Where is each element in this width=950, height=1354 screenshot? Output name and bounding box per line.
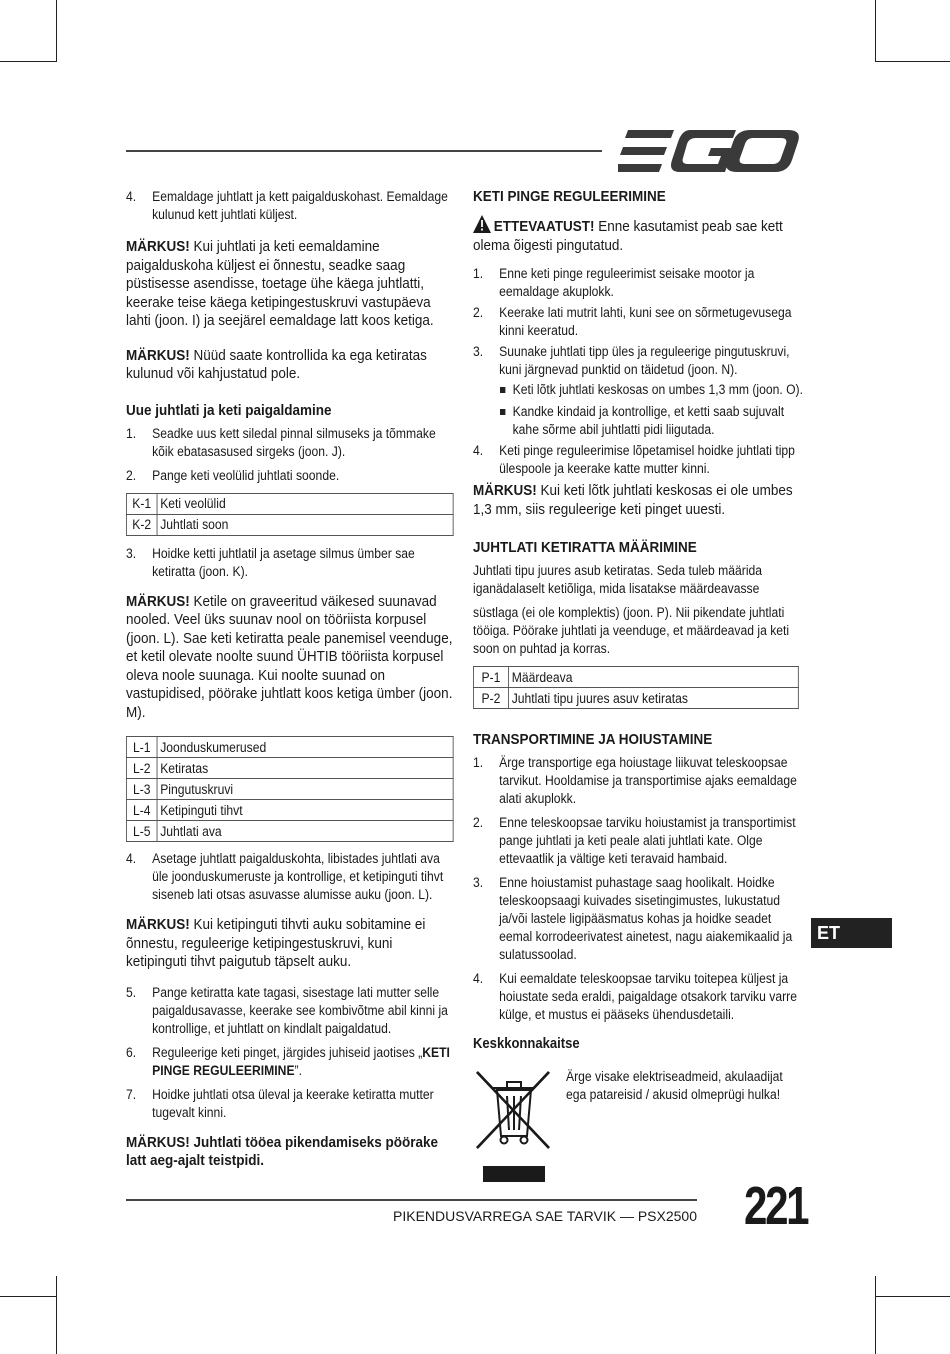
list-item: 4. Kui eemaldate teleskoopsae tarviku toitepea küljest ja hoiustate seda eraldi, paigaldage otsakork tarviku varre külge, et mustus ei pääseks ühendusdetaili. <box>473 971 797 1022</box>
list-item: Kandke kindaid ja kontrollige, et ketti saab sujuvalt kahe sõrme abil juhtlatti pidi liigutada. <box>473 403 803 439</box>
note-paragraph: MÄRKUS! Nüüd saate kontrollida ka ega ketiratas kulunud või kahjustatud pole. <box>126 346 427 382</box>
list-item: 3. Enne hoiustamist puhastage saag hoolikalt. Hoidke teleskoopsaagi kuivades sisetingimustes, lukustatud ja/või lastele ligipääsmatus kohas ja hoidke seadet eemal korrodeerivatest ainetest, nagu aiakemikaalid ja sulatussoolad. <box>473 875 793 962</box>
table-row: L-4 Ketipinguti tihvt <box>126 800 453 821</box>
section-heading: KETI PINGE REGULEERIMINE <box>473 188 666 205</box>
crop-mark <box>875 1296 950 1297</box>
body-paragraph: süstlaga (ei ole komplektis) (joon. P). Nii pikendate juhtlati tööiga. Pöörake juhtlati ja veenduge, et määrdeavad ja keti soon on puhtad ja korras. <box>473 605 790 656</box>
list-item: 6. Reguleerige keti pinget, järgides juhiseid jaotises „KETI PINGE REGULEERIMINE”. <box>126 1044 450 1078</box>
footer-title: PIKENDUSVARREGA SAE TARVIK — PSX2500 <box>393 1208 697 1224</box>
section-heading: TRANSPORTIMINE JA HOIUSTAMINE <box>473 731 713 748</box>
crop-mark <box>56 1276 57 1354</box>
list-item: 2. Keerake lati mutrit lahti, kuni see on sõrmetugevusega kinni keeratud. <box>473 305 792 338</box>
list-item: 2. Pange keti veolülid juhtlati soonde. <box>126 467 340 483</box>
crop-mark <box>0 1296 57 1297</box>
env-text: Ärge visake elektriseadmeid, akulaadijat ega patareisid / akusid olmeprügi hulka! <box>566 1069 783 1102</box>
left-column <box>126 188 454 1171</box>
tension-step-list <box>473 442 803 478</box>
ego-logo <box>618 130 800 172</box>
list-item: 4. Asetage juhtlatt paigalduskohta, libistades juhtlati ava üle joonduskumeruste ja kontrollige, et ketipinguti tihvt siseneb lati otsas asuvasse alumisse auku (joon. L). <box>126 851 444 902</box>
legend-table-k <box>126 493 454 536</box>
tension-step-list <box>473 265 803 379</box>
tension-bullet-list <box>473 381 803 439</box>
list-item: 5. Pange ketiratta kate tagasi, sisestage lati mutter selle paigaldusavasse, keerake see kombivõtme abil kinni ja kontrollige, et juhtlatt on kindlalt paigaldatud. <box>126 984 448 1036</box>
list-item: 3. Hoidke ketti juhtlatil ja asetage silmus ümber sae ketiratta (joon. K). <box>126 545 415 579</box>
list-item: 3. Suunake juhtlati tipp üles ja reguleerige pingutuskruvi, kuni järgnevad punktid on täidetud (joon. N). <box>473 344 790 377</box>
bullet-icon <box>500 409 505 415</box>
note-paragraph: MÄRKUS! Kui juhtlati ja keti eemaldamine paigalduskoha küljest ei õnnestu, seadke saag püstisesse asendisse, toetage ühe käega juhtlatti, keerake teise käega ketipingestuskruvi vastupäeva lahti (joon. I) ja seejärel eemaldage latt koos ketiga. <box>126 238 434 329</box>
page-number: 221 <box>744 1176 808 1236</box>
note-paragraph: MÄRKUS! Juhtlati tööea pikendamiseks pöörake latt aeg-ajalt teistpidi. <box>126 1133 439 1169</box>
transport-step-list <box>473 754 803 1024</box>
crop-mark <box>875 0 876 62</box>
table-row: L-1 Joonduskumerused <box>126 737 453 758</box>
table-row: K-2 Juhtlati soon <box>126 514 453 535</box>
install-step-list <box>126 850 454 904</box>
crop-mark <box>875 1276 876 1354</box>
list-item: 1. Seadke uus kett siledal pinnal silmuseks ja tõmmake kõik ebatasasused sirgeks (joon. J). <box>126 425 436 459</box>
list-item: 7. Hoidke juhtlati otsa üleval ja keerake ketiratta mutter tugevalt kinni. <box>126 1086 434 1120</box>
note-paragraph: MÄRKUS! Kui ketipinguti tihvti auku sobitamine ei õnnestu, reguleerige ketipingestuskruvi, kuni ketipinguti tihvt paigutub täpselt auku. <box>126 916 426 970</box>
table-row: K-1 Keti veolülid <box>126 493 453 514</box>
language-tab: ET <box>811 918 892 948</box>
right-column <box>473 188 803 1052</box>
footer-rule <box>126 1199 697 1201</box>
crop-mark <box>875 61 950 62</box>
bullet-icon <box>500 387 505 393</box>
legend-table-l <box>126 736 454 842</box>
section-heading: Uue juhtlati ja keti paigaldamine <box>126 401 332 419</box>
list-item: 1. Ärge transportige ega hoiustage liikuvat teleskoopsae tarvikut. Hooldamise ja transportimise ajaks eemaldage alati akuplokk. <box>473 755 797 806</box>
table-row: L-5 Juhtlati ava <box>126 821 453 842</box>
crop-mark <box>0 61 57 62</box>
table-row: L-3 Pingutuskruvi <box>126 779 453 800</box>
list-item: Keti lõtk juhtlati keskosas on umbes 1,3 mm (joon. O). <box>473 381 803 399</box>
list-item: 4. Eemaldage juhtlatt ja kett paigalduskohast. Eemaldage kulunud kett juhtlati küljest. <box>126 189 448 222</box>
table-row: P-1 Määrdeava <box>473 667 798 688</box>
section-heading: Keskkonnakaitse <box>473 1036 580 1052</box>
header-rule <box>126 150 602 152</box>
warning-icon <box>473 215 491 233</box>
table-row: L-2 Ketiratas <box>126 758 453 779</box>
section-heading: JUHTLATI KETIRATTA MÄÄRIMINE <box>473 539 697 556</box>
install-step-list <box>126 984 454 1122</box>
weee-crossed-bin-icon <box>473 1068 555 1183</box>
legend-table-p <box>473 666 799 709</box>
note-paragraph: MÄRKUS! Kui keti lõtk juhtlati keskosas ei ole umbes 1,3 mm, siis reguleerige keti pinget uuesti. <box>473 482 793 518</box>
list-item: 1. Enne keti pinge reguleerimist seisake mootor ja eemaldage akuplokk. <box>473 266 755 299</box>
list-item: 4. Keti pinge reguleerimise lõpetamisel hoidke juhtlati tipp ülespoole ja keerake katte mutter kinni. <box>473 443 795 476</box>
crop-mark <box>56 0 57 62</box>
table-row: P-2 Juhtlati tipu juures asuv ketiratas <box>473 688 798 709</box>
list-item: 2. Enne teleskoopsae tarviku hoiustamist ja transportimist pange juhtlati ja keti peale alati juhtlati kate. Olge ettevaatlik ja vältige keti teravaid hambaid. <box>473 815 796 866</box>
warning-paragraph: ETTEVAATUST! Enne kasutamist peab sae kett olema õigesti pingutatud. <box>473 215 803 255</box>
install-step-list <box>126 545 454 581</box>
removal-step-list <box>126 188 454 224</box>
note-paragraph: MÄRKUS! Ketile on graveeritud väikesed suunavad nooled. Veel üks suunav nool on tööriista korpusel (joon. L). Sae keti ketiratta peale panemisel veenduge, et ketil olevate noolte suund ÜHTIB tööriista korpusel oleva noole suunaga. Kui noolte suunad on vastupidised, pöörake juhtlatt koos ketiga ümber (joon. M). <box>126 592 453 721</box>
install-step-list <box>126 425 454 485</box>
body-paragraph: Juhtlati tipu juures asub ketiratas. Seda tuleb määrida iganädalaselt ketiõliga, mida lisatakse määrdeavasse <box>473 563 763 596</box>
